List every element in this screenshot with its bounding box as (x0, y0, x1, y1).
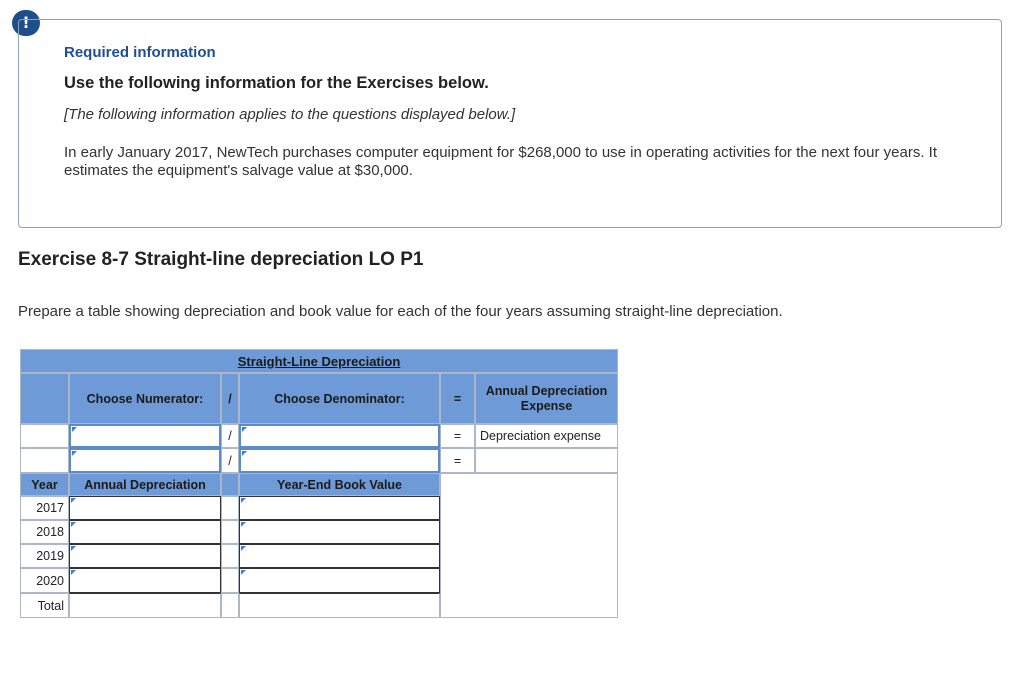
equals-symbol: = (440, 424, 475, 448)
year-cell: 2020 (20, 568, 69, 593)
book-value-header: Year-End Book Value (239, 473, 440, 496)
annual-depreciation-input-2018[interactable] (69, 520, 221, 544)
year-cell: 2019 (20, 544, 69, 568)
year-header: Year (20, 473, 69, 496)
spacer-cell (221, 544, 239, 568)
spacer-cell (221, 520, 239, 544)
result-header: Annual Depreciation Expense (475, 373, 618, 424)
year-cell: 2018 (20, 520, 69, 544)
numerator-input-1[interactable] (69, 424, 221, 448)
formula-row-blank (20, 448, 69, 473)
table-title: Straight-Line Depreciation (237, 353, 401, 369)
numerator-input-2[interactable] (69, 448, 221, 473)
annual-depreciation-total (69, 593, 221, 618)
denominator-input-1[interactable] (239, 424, 440, 448)
denominator-header: Choose Denominator: (239, 373, 440, 424)
annual-depreciation-input-2019[interactable] (69, 544, 221, 568)
header-blank-cell (20, 373, 69, 424)
annual-depreciation-input-2017[interactable] (69, 496, 221, 520)
denominator-input-2[interactable] (239, 448, 440, 473)
annual-depreciation-header: Annual Depreciation (69, 473, 221, 496)
exercise-title: Exercise 8-7 Straight-line depreciation LO P1 (18, 249, 424, 270)
spacer-cell (221, 496, 239, 520)
year-cell: 2017 (20, 496, 69, 520)
info-title: Required information (64, 44, 216, 61)
blank-area (440, 473, 618, 618)
divide-symbol-header: / (221, 373, 239, 424)
spacer-cell (221, 593, 239, 618)
book-value-input-2019[interactable] (239, 544, 440, 568)
alert-icon: ! (12, 10, 40, 36)
info-note: [The following information applies to the questions displayed below.] (64, 106, 516, 123)
formula-row-blank (20, 424, 69, 448)
equals-symbol: = (440, 448, 475, 473)
equals-symbol-header: = (440, 373, 475, 424)
annual-depreciation-input-2020[interactable] (69, 568, 221, 593)
spacer-cell (221, 568, 239, 593)
spacer-header (221, 473, 239, 496)
book-value-total (239, 593, 440, 618)
result-label-1: Depreciation expense (475, 424, 618, 448)
result-label-2 (475, 448, 618, 473)
book-value-input-2018[interactable] (239, 520, 440, 544)
info-body: In early January 2017, NewTech purchases computer equipment for $268,000 to use in operating activities for the next four years. It estimates the equipment's salvage value at $30,000. (64, 144, 937, 179)
total-label: Total (20, 593, 69, 618)
numerator-header: Choose Numerator: (69, 373, 221, 424)
book-value-input-2020[interactable] (239, 568, 440, 593)
info-heading: Use the following information for the Exercises below. (64, 74, 489, 92)
book-value-input-2017[interactable] (239, 496, 440, 520)
divide-symbol: / (221, 424, 239, 448)
table-title-row (20, 349, 618, 373)
divide-symbol: / (221, 448, 239, 473)
exercise-instructions: Prepare a table showing depreciation and book value for each of the four years assuming straight-line depreciation. (18, 303, 783, 320)
